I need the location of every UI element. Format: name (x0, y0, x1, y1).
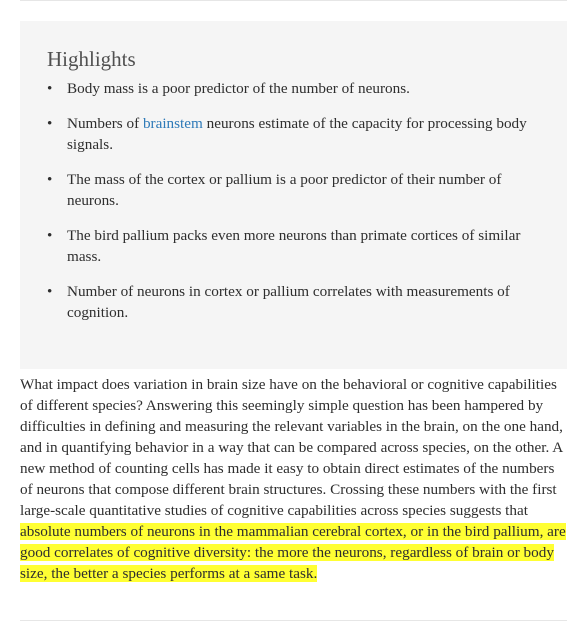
highlight-text-before: Numbers of (67, 115, 143, 132)
highlights-section (20, 21, 567, 369)
bottom-divider (20, 620, 567, 621)
highlight-text: Body mass is a poor predictor of the number of neurons. (67, 80, 410, 97)
highlight-text-after: neurons estimate of the capacity for processing body signals. (67, 115, 527, 153)
highlight-item (47, 113, 547, 155)
top-divider (20, 0, 567, 1)
abstract-text: What impact does variation in brain size have on the behavioral or cognitive capabilities of different species? Answering this seemingly simple question has been hampered by difficulties in defining and measuring the relevant variables in the brain, on the one hand, and in quantifying behavior in a way that can be compared across species, on the other. A new method of counting cells has made it easy to obtain direct estimates of the numbers of neurons that compose different brain structures. Crossing these numbers with the first large-scale quantitative studies of cognitive capabilities across species suggests that (20, 376, 563, 519)
bullet-icon: • (47, 171, 53, 188)
brainstem-link[interactable]: brainstem (142, 115, 203, 132)
bullet-icon: • (47, 283, 53, 300)
bullet-icon: • (47, 115, 53, 132)
highlight-text: The bird pallium packs even more neurons than primate cortices of similar mass. (67, 227, 521, 265)
highlights-title: Highlights (47, 47, 136, 71)
highlights-list (47, 78, 547, 323)
highlight-item (47, 78, 547, 99)
bullet-icon: • (47, 227, 53, 244)
highlight-item (47, 225, 547, 267)
highlight-item (47, 281, 547, 323)
highlight-text: The mass of the cortex or pallium is a poor predictor of their number of neurons. (67, 171, 502, 209)
highlight-text: Number of neurons in cortex or pallium correlates with measurements of cognition. (67, 283, 510, 321)
highlighted-passage: absolute numbers of neurons in the mammalian cerebral cortex, or in the bird pallium, are good correlates of cognitive diversity: the more the neurons, regardless of brain or body size, the better a species performs at a same task. (20, 523, 566, 582)
abstract-paragraph (20, 374, 567, 584)
highlight-item (47, 169, 547, 211)
bullet-icon: • (47, 80, 53, 97)
